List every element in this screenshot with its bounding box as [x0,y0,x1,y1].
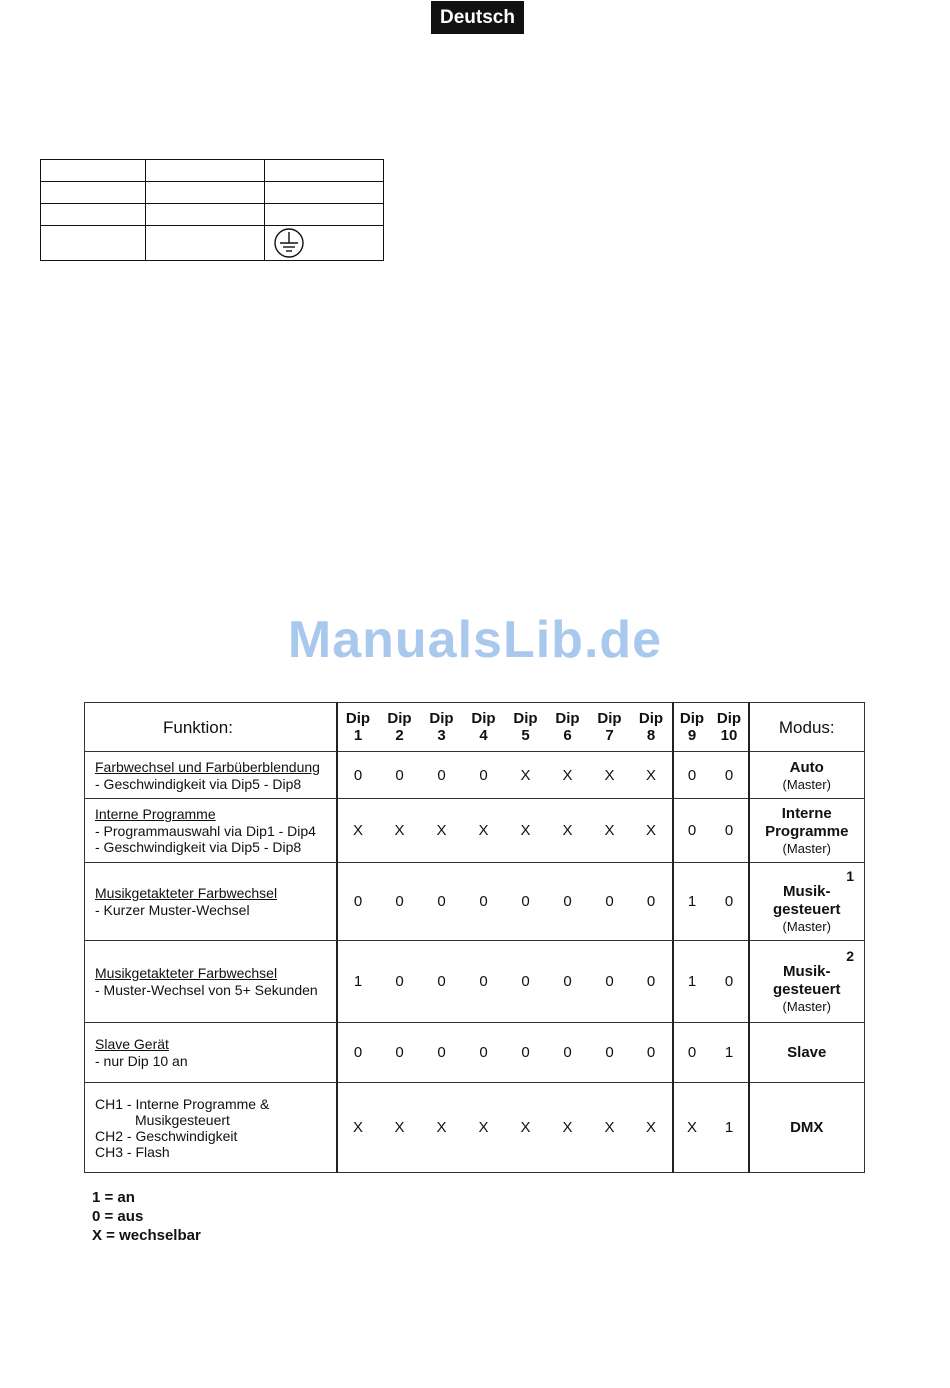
dip-header-10: Dip 10 [711,703,749,752]
mode-cell [749,863,865,941]
switch-setting: 0 [563,973,572,990]
mode-cell [749,941,865,1023]
dip-10-value [711,941,749,1023]
table-row [85,863,865,941]
dip-6-value [547,1023,589,1083]
dip-3-value [421,1083,463,1173]
dip-10-value [711,1083,749,1173]
function-title: Interne Programme [95,806,216,822]
dip-2-value [379,799,421,863]
switch-setting: X [604,822,615,839]
switch-setting: 0 [724,822,734,839]
dip-5-value [505,941,547,1023]
dip-6-value [547,799,589,863]
switch-setting: 0 [395,1044,404,1061]
switch-setting: X [394,1119,405,1136]
dip-header-1: Dip 1 [337,703,379,752]
switch-setting: X [645,766,656,784]
dip-header-6: Dip 6 [547,703,589,752]
switch-setting: 0 [687,1044,697,1061]
dip-5-value [505,1083,547,1173]
dip-3-value [421,799,463,863]
dip-1-value [337,1083,379,1173]
function-title: Slave Gerät [95,1036,169,1052]
dip-3-value [421,941,463,1023]
switch-setting: 0 [479,766,488,784]
dip-7-value [589,1023,631,1083]
dip-3-value [421,863,463,941]
dip-4-value [463,863,505,941]
switch-setting: 0 [479,893,488,910]
dip-2-value [379,941,421,1023]
dip-7-value [589,799,631,863]
legend [92,1188,201,1245]
legend-item: 1 = an [92,1189,135,1206]
dip-7-value [589,1083,631,1173]
function-description: - Kurzer Muster-Wechsel [95,902,250,918]
switch-setting: 1 [724,1044,734,1061]
switch-setting: 0 [395,893,404,910]
dip-4-value [463,799,505,863]
dip-1-value [337,752,379,799]
switch-setting: 0 [563,1044,572,1061]
dip-2-value [379,1023,421,1083]
function-description: CH3 - Flash [95,1143,170,1160]
dip-6-value [547,752,589,799]
switch-setting: 0 [605,973,614,990]
dip-3-value [421,1023,463,1083]
dip-9-value [673,1023,711,1083]
function-cell [85,863,337,941]
switch-setting: 0 [563,893,572,910]
mode-number: 1 [846,868,854,884]
dip-9-value [673,941,711,1023]
dip-9-value [673,1083,711,1173]
wiring-table [40,159,384,261]
dip-9-value [673,752,711,799]
switch-setting: 0 [687,822,697,839]
switch-setting: 0 [437,893,446,910]
mode-role: (Master) [782,999,831,1014]
table-row [85,799,865,863]
dip-6-value [547,1083,589,1173]
table-row [85,941,865,1023]
function-cell [85,941,337,1023]
mode-cell [749,752,865,799]
watermark: ManualsLib.de [287,611,663,669]
switch-setting: X [436,822,447,839]
dip-2-value [379,1083,421,1173]
switch-setting: X [520,1119,531,1136]
mode-name: DMX [790,1118,824,1136]
switch-setting: X [645,1119,656,1136]
switch-setting: X [562,1119,573,1136]
function-cell [85,1083,337,1173]
dip-2-value [379,752,421,799]
mode-header: Modus: [749,703,865,752]
dip-7-value [589,941,631,1023]
wiring-row [41,204,384,226]
wiring-row [41,226,384,261]
switch-setting: 0 [395,973,404,990]
mode-name: Auto [789,758,824,776]
switch-setting: 0 [605,893,614,910]
mode-name: Interne Programme [765,805,849,840]
wiring-row [41,182,384,204]
switch-setting: 0 [521,973,530,990]
function-description: - Muster-Wechsel von 5+ Sekunden [95,982,318,998]
switch-setting: 0 [646,893,656,910]
dip-8-value [631,863,673,941]
function-description: CH1 - Interne Programme & [95,1095,270,1112]
switch-setting: 0 [646,1044,656,1061]
dip-5-value [505,799,547,863]
function-description: Musikgesteuert [135,1111,230,1128]
switch-setting: 0 [437,973,446,990]
switch-setting: X [604,766,615,784]
table-row [85,752,865,799]
dip-5-value [505,1023,547,1083]
dip-1-value [337,863,379,941]
dip-8-value [631,752,673,799]
dip-8-value [631,799,673,863]
mode-role: (Master) [782,919,831,934]
switch-setting: 0 [521,893,530,910]
switch-setting: 0 [521,1044,530,1061]
switch-setting: X [478,1119,489,1136]
dip-header-8: Dip 8 [631,703,673,752]
mode-name: Musik-gesteuert [772,883,841,918]
dip-10-value [711,752,749,799]
dip-1-value [337,799,379,863]
dip-1-value [337,941,379,1023]
switch-setting: X [352,822,363,839]
dip-6-value [547,941,589,1023]
dip-5-value [505,863,547,941]
wiring-row [41,160,384,182]
function-description: - Programmauswahl via Dip1 - Dip4 [95,823,316,839]
switch-setting: X [478,822,489,839]
dip-7-value [589,863,631,941]
switch-setting: 1 [724,1119,734,1136]
function-title: Musikgetakteter Farbwechsel [95,965,278,981]
dip-5-value [505,752,547,799]
switch-setting: 0 [646,973,656,990]
mode-cell [749,1083,865,1173]
function-title: Musikgetakteter Farbwechsel [95,885,278,901]
switch-setting: 0 [479,1044,488,1061]
dip-header-3: Dip 3 [421,703,463,752]
mode-number: 2 [846,948,854,964]
switch-setting: X [645,822,656,839]
switch-setting: 0 [437,766,446,784]
dip-3-value [421,752,463,799]
table-header-row [85,703,865,752]
switch-setting: X [686,1119,697,1136]
dip-9-value [673,799,711,863]
switch-setting: X [520,822,531,839]
function-description: CH2 - Geschwindigkeit [95,1127,238,1144]
function-description: - Geschwindigkeit via Dip5 - Dip8 [95,839,302,855]
dip-header-7: Dip 7 [589,703,631,752]
function-description: - nur Dip 10 an [95,1053,188,1069]
dip-4-value [463,1023,505,1083]
dip-4-value [463,1083,505,1173]
function-title: Farbwechsel und Farbüberblendung [95,758,320,775]
switch-setting: 1 [353,973,363,990]
function-header: Funktion: [85,703,337,752]
function-cell [85,752,337,799]
switch-setting: X [562,822,573,839]
switch-setting: 0 [395,766,404,784]
dip-10-value [711,799,749,863]
dip-4-value [463,752,505,799]
switch-setting: 0 [605,1044,614,1061]
dip-switch-table [84,702,865,1173]
mode-name: Musik-gesteuert [772,963,841,998]
ground-symbol-icon [271,226,311,260]
dip-1-value [337,1023,379,1083]
switch-setting: 0 [724,893,734,910]
switch-setting: X [436,1119,447,1136]
dip-9-value [673,863,711,941]
switch-setting: X [394,822,405,839]
switch-setting: 0 [353,893,363,910]
switch-setting: 1 [687,893,697,910]
switch-setting: 0 [479,973,488,990]
dip-10-value [711,1023,749,1083]
dip-8-value [631,1023,673,1083]
switch-setting: 1 [687,973,697,990]
legend-item: 0 = aus [92,1208,144,1225]
switch-setting: 0 [353,766,363,784]
mode-role: (Master) [782,776,831,792]
dip-4-value [463,941,505,1023]
dip-header-9: Dip 9 [673,703,711,752]
function-description: - Geschwindigkeit via Dip5 - Dip8 [95,775,302,792]
dip-header-2: Dip 2 [379,703,421,752]
switch-setting: X [562,766,573,784]
switch-setting: 0 [353,1044,363,1061]
legend-item: X = wechselbar [92,1227,201,1244]
dip-2-value [379,863,421,941]
function-cell [85,799,337,863]
table-row [85,1023,865,1083]
mode-cell [749,1023,865,1083]
dip-8-value [631,1083,673,1173]
dip-header-5: Dip 5 [505,703,547,752]
dip-6-value [547,863,589,941]
dip-header-4: Dip 4 [463,703,505,752]
table-row [85,1083,865,1173]
switch-setting: X [604,1119,615,1136]
mode-name: Slave [787,1043,827,1061]
dip-8-value [631,941,673,1023]
switch-setting: 0 [687,766,697,784]
switch-setting: 0 [724,766,734,784]
switch-setting: 0 [437,1044,446,1061]
dip-7-value [589,752,631,799]
switch-setting: X [352,1119,363,1136]
function-cell [85,1023,337,1083]
language-badge: Deutsch [431,1,524,34]
switch-setting: 0 [724,973,734,990]
switch-setting: X [520,766,531,784]
dip-10-value [711,863,749,941]
mode-role: (Master) [782,841,831,856]
mode-cell [749,799,865,863]
